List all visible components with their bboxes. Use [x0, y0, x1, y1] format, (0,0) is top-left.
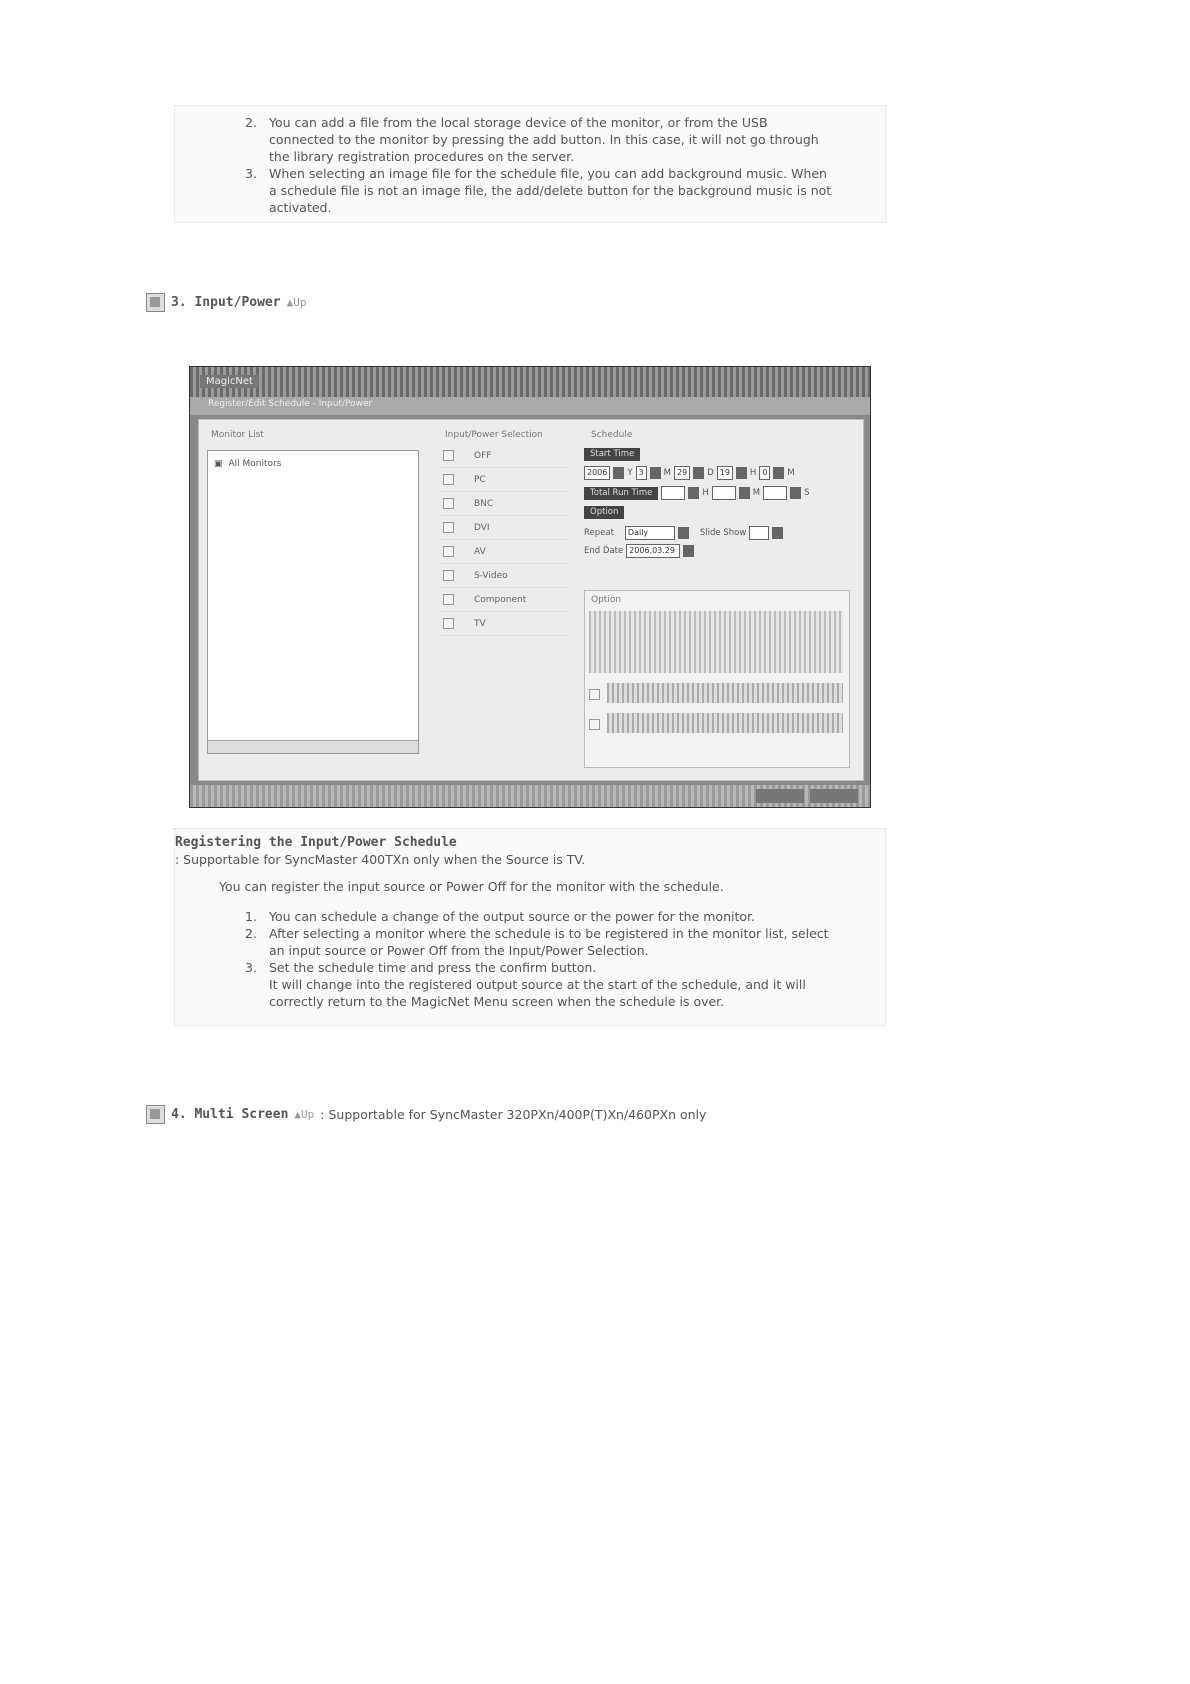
section-heading-input-power — [146, 293, 306, 312]
slideshow-dropdown[interactable] — [772, 527, 783, 539]
section1-box — [174, 105, 886, 223]
source-option[interactable]: DVI — [439, 516, 569, 540]
option-bar[interactable] — [607, 683, 843, 703]
repeat-row: Repeat Daily Slide Show — [584, 526, 783, 540]
app-screenshot — [189, 366, 871, 808]
source-option[interactable]: TV — [439, 612, 569, 636]
section-title: 4. Multi Screen — [171, 1107, 289, 1122]
section2-box — [174, 828, 886, 1026]
option-box — [584, 590, 850, 768]
radio-icon — [443, 546, 454, 557]
section-icon — [146, 293, 165, 312]
total-run-label: Total Run Time — [584, 487, 658, 500]
run-hour-dropdown[interactable] — [688, 487, 699, 499]
day-dropdown[interactable] — [693, 467, 704, 479]
end-date-row: End Date 2006.03.29 — [584, 544, 694, 558]
ok-button[interactable] — [756, 789, 804, 803]
radio-icon[interactable] — [589, 719, 600, 730]
app-content — [198, 419, 864, 781]
source-option[interactable]: PC — [439, 468, 569, 492]
app-titlebar — [190, 367, 870, 397]
up-link[interactable]: ▲Up — [294, 1108, 315, 1121]
monitor-item-all[interactable]: ▣ All Monitors — [214, 459, 282, 469]
radio-icon — [443, 450, 454, 461]
section-heading-multi-screen — [146, 1105, 706, 1124]
year-dropdown[interactable] — [613, 467, 624, 479]
monitor-list[interactable] — [207, 450, 419, 754]
hour-dropdown[interactable] — [736, 467, 747, 479]
repeat-select[interactable]: Daily — [625, 526, 675, 540]
radio-icon[interactable] — [589, 689, 600, 700]
day-field[interactable]: 29 — [674, 466, 690, 480]
run-hour-field[interactable] — [661, 486, 685, 500]
minute-field[interactable]: 0 — [759, 466, 770, 480]
cancel-button[interactable] — [810, 789, 858, 803]
list-item: 2. You can add a file from the local storage device of the monitor, or from the USB connected to the monitor by pressing the add button. In this case, it will not go through the library registration procedures on the server. — [245, 115, 819, 164]
app-logo: MagicNet — [200, 375, 259, 388]
run-sec-dropdown[interactable] — [790, 487, 801, 499]
month-field[interactable]: 3 — [636, 466, 647, 480]
run-sec-field[interactable] — [763, 486, 787, 500]
option-preview — [589, 611, 843, 673]
section2-list — [175, 908, 885, 1010]
section2-intro: You can register the input source or Power Off for the monitor with the schedule. — [219, 879, 724, 894]
breadcrumb: Register/Edit Schedule - Input/Power — [208, 399, 373, 409]
repeat-dropdown[interactable] — [678, 527, 689, 539]
minute-dropdown[interactable] — [773, 467, 784, 479]
list-item: 2. After selecting a monitor where the schedule is to be registered in the monitor list, select an input source or Power Off from the Input/Power Selection. — [245, 926, 829, 958]
schedule-panel — [584, 442, 848, 772]
month-dropdown[interactable] — [650, 467, 661, 479]
horizontal-scrollbar[interactable] — [208, 740, 418, 753]
option-box-title: Option — [591, 595, 622, 605]
list-item: 3. When selecting an image file for the schedule file, you can add background music. When a schedule file is not an image file, the add/delete button for the background music is not activated. — [245, 166, 832, 215]
run-min-field[interactable] — [712, 486, 736, 500]
section2-note: : Supportable for SyncMaster 400TXn only when the Source is TV. — [175, 852, 586, 867]
start-time-row: 2006 Y 3 M 29 D 19 H 0 M — [584, 466, 795, 480]
monitor-list-title: Monitor List — [211, 430, 264, 440]
radio-icon — [443, 474, 454, 485]
source-option[interactable]: BNC — [439, 492, 569, 516]
radio-icon — [443, 618, 454, 629]
option-label[interactable]: Option — [584, 506, 624, 519]
run-time-row: Total Run Time H M S — [584, 486, 810, 500]
up-link[interactable]: ▲Up — [286, 296, 307, 309]
year-field[interactable]: 2006 — [584, 466, 610, 480]
section2-title: Registering the Input/Power Schedule — [175, 835, 457, 850]
source-title: Input/Power Selection — [445, 430, 543, 440]
radio-icon — [443, 570, 454, 581]
section-note: : Supportable for SyncMaster 320PXn/400P(T)Xn/460PXn only — [320, 1107, 707, 1122]
source-option[interactable]: Component — [439, 588, 569, 612]
source-option[interactable]: AV — [439, 540, 569, 564]
radio-icon — [443, 522, 454, 533]
end-date-dropdown[interactable] — [683, 545, 694, 557]
start-time-label: Start Time — [584, 448, 640, 461]
option-bar[interactable] — [607, 713, 843, 733]
app-breadcrumb-bar — [190, 397, 870, 415]
section-title: 3. Input/Power — [171, 295, 281, 310]
source-list — [439, 444, 569, 636]
list-item: 1. You can schedule a change of the output source or the power for the monitor. — [245, 909, 755, 924]
app-footer — [190, 785, 870, 807]
schedule-title: Schedule — [591, 430, 633, 440]
source-option[interactable]: S-Video — [439, 564, 569, 588]
section1-list — [175, 106, 885, 216]
section-icon — [146, 1105, 165, 1124]
radio-icon — [443, 594, 454, 605]
end-date-field[interactable]: 2006.03.29 — [626, 544, 680, 558]
slideshow-select[interactable] — [749, 526, 769, 540]
hour-field[interactable]: 19 — [717, 466, 733, 480]
monitor-group-icon: ▣ — [214, 459, 223, 469]
list-item: 3. Set the schedule time and press the confirm button. It will change into the registered output source at the start of the schedule, and it will correctly return to the MagicNet Menu screen when the schedule is over. — [245, 960, 806, 1009]
run-min-dropdown[interactable] — [739, 487, 750, 499]
radio-icon — [443, 498, 454, 509]
source-option[interactable]: OFF — [439, 444, 569, 468]
